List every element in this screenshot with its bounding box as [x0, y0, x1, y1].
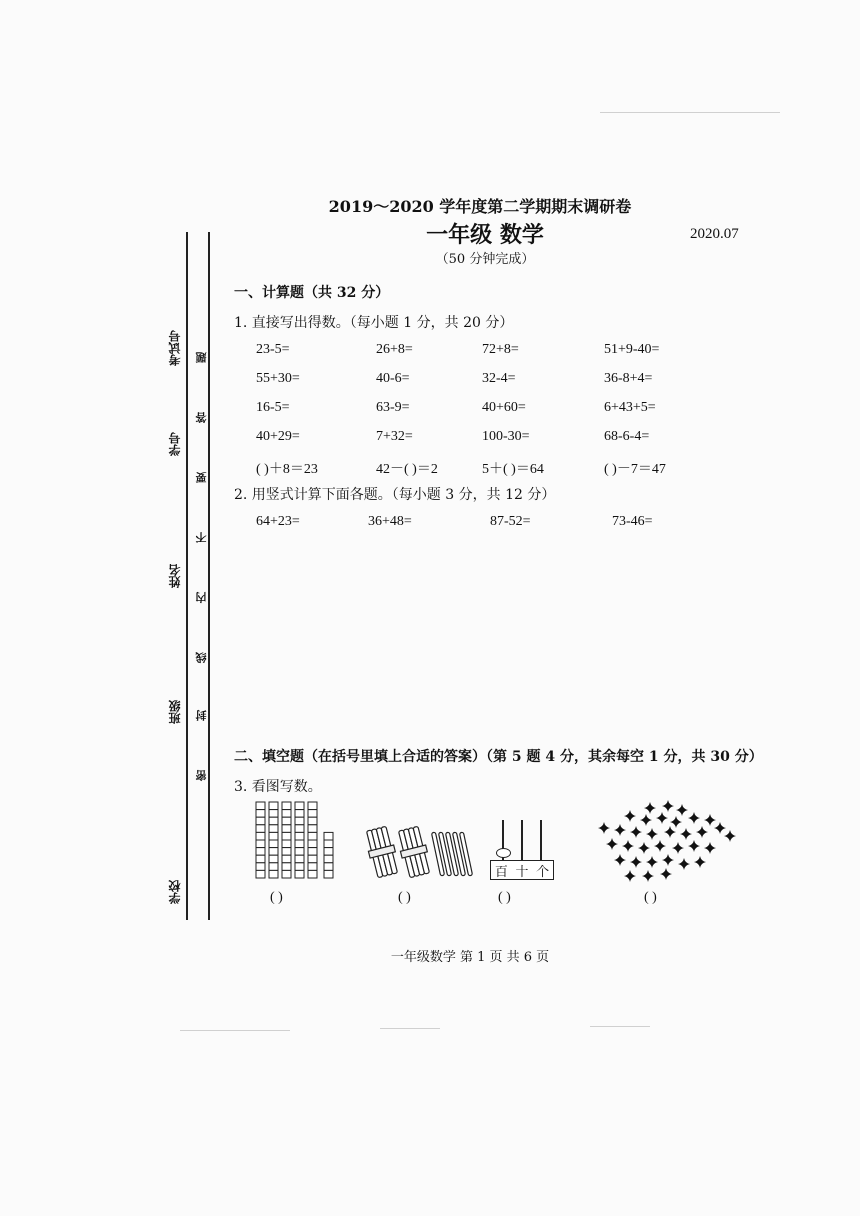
label-class: 班级 — [168, 700, 182, 724]
block-unit — [308, 855, 317, 863]
label-exam-number: 考试号 — [168, 330, 182, 366]
star-icon — [670, 816, 682, 828]
block-unit — [308, 832, 317, 840]
label-student-number: 学号 — [168, 432, 182, 456]
block-unit — [282, 817, 291, 825]
block-unit — [256, 848, 265, 856]
seal-char: 要 — [195, 472, 208, 483]
q1-item: 6+43+5= — [604, 400, 656, 415]
q2-item: 87-52= — [490, 514, 531, 529]
block-unit — [256, 810, 265, 818]
star-icon — [624, 870, 636, 882]
q1-item: 68-6-4= — [604, 429, 650, 444]
star-icon — [624, 810, 636, 822]
abacus-label-ones: 个 — [536, 864, 550, 880]
block-unit — [308, 802, 317, 810]
block-unit — [295, 825, 304, 833]
seal-char: 题 — [195, 352, 208, 363]
subject-title: 一年级 数学 — [426, 222, 544, 248]
star-icon — [662, 854, 674, 866]
scan-mark — [600, 112, 780, 113]
star-icon — [656, 812, 668, 824]
stick-bundle — [364, 826, 401, 879]
abacus-label-hundreds: 百 — [494, 864, 508, 880]
block-unit — [269, 840, 278, 848]
block-unit — [256, 832, 265, 840]
block-unit — [308, 870, 317, 878]
block-unit — [256, 817, 265, 825]
q1-prompt: 1. 直接写出得数。（每小题 1 分，共 20 分） — [234, 315, 514, 331]
block-unit — [269, 863, 278, 871]
star-icon — [630, 826, 642, 838]
block-unit — [269, 832, 278, 840]
block-unit — [324, 863, 333, 871]
q1-item: 63-9= — [376, 400, 410, 415]
star-icon — [622, 840, 634, 852]
q1-item: 16-5= — [256, 400, 290, 415]
block-unit — [269, 825, 278, 833]
block-unit — [295, 848, 304, 856]
answer-blank[interactable]: ( ) — [498, 890, 511, 905]
q1-item: ( )－7＝47 — [604, 462, 666, 477]
block-unit — [282, 832, 291, 840]
single-sticks — [431, 832, 472, 876]
abacus-bead — [496, 848, 511, 858]
block-unit — [256, 855, 265, 863]
block-unit — [295, 802, 304, 810]
answer-blank[interactable]: ( ) — [398, 890, 411, 905]
block-unit — [295, 855, 304, 863]
block-unit — [324, 855, 333, 863]
block-unit — [324, 848, 333, 856]
block-unit — [282, 848, 291, 856]
label-name: 姓名 — [168, 564, 182, 588]
block-unit — [256, 870, 265, 878]
q1-item: 40+60= — [482, 400, 526, 415]
q1-item: 36-8+4= — [604, 371, 653, 386]
label-school: 学校 — [168, 880, 182, 904]
block-unit — [324, 840, 333, 848]
abacus-base — [490, 860, 554, 880]
abacus-label-tens: 十 — [515, 864, 529, 880]
star-icon — [662, 800, 674, 812]
stars-figure — [590, 800, 740, 882]
q2-prompt: 2. 用竖式计算下面各题。（每小题 3 分，共 12 分） — [234, 487, 556, 503]
seal-char: 不 — [195, 532, 208, 543]
q1-item: 23-5= — [256, 342, 290, 357]
exam-title: 2019～2020 学年度第二学期期末调研卷 — [328, 197, 632, 216]
q1-item: 55+30= — [256, 371, 300, 386]
star-icon — [642, 870, 654, 882]
block-unit — [295, 870, 304, 878]
block-unit — [282, 810, 291, 818]
abacus-rod — [540, 820, 542, 860]
seal-char: 密 — [195, 770, 208, 781]
block-unit — [282, 855, 291, 863]
star-icon — [614, 824, 626, 836]
blocks-figure — [254, 800, 338, 882]
star-icon — [638, 842, 650, 854]
q1-item: 7+32= — [376, 429, 413, 444]
q3-prompt: 3. 看图写数。 — [234, 779, 322, 795]
star-icon — [630, 856, 642, 868]
star-icon — [680, 828, 692, 840]
block-unit — [269, 817, 278, 825]
answer-blank[interactable]: ( ) — [270, 890, 283, 905]
stick-bundle — [396, 826, 433, 879]
block-unit — [256, 863, 265, 871]
seal-char: 内 — [195, 592, 208, 603]
star-icon — [678, 858, 690, 870]
block-unit — [282, 870, 291, 878]
block-unit — [308, 817, 317, 825]
block-unit — [282, 825, 291, 833]
block-unit — [308, 840, 317, 848]
q1-item: 26+8= — [376, 342, 413, 357]
block-unit — [308, 863, 317, 871]
q2-item: 36+48= — [368, 514, 412, 529]
star-icon — [646, 828, 658, 840]
star-icon — [654, 840, 666, 852]
star-icon — [696, 826, 708, 838]
star-icon — [646, 856, 658, 868]
star-icon — [644, 802, 656, 814]
block-unit — [324, 832, 333, 840]
block-unit — [308, 825, 317, 833]
q1-item: 72+8= — [482, 342, 519, 357]
star-icon — [598, 822, 610, 834]
seal-char: 答 — [195, 412, 208, 423]
q1-item: 5＋( )＝64 — [482, 462, 544, 477]
q1-item: 40+29= — [256, 429, 300, 444]
block-unit — [324, 870, 333, 878]
block-unit — [269, 848, 278, 856]
q1-item: 40-6= — [376, 371, 410, 386]
block-unit — [295, 840, 304, 848]
page-footer: 一年级数学 第 1 页 共 6 页 — [390, 950, 550, 965]
seal-char: 线 — [195, 652, 208, 663]
binding-seal-line — [208, 232, 210, 920]
star-icon — [660, 868, 672, 880]
star-icon — [704, 814, 716, 826]
seal-char: 封 — [195, 710, 208, 721]
answer-blank[interactable]: ( ) — [644, 890, 657, 905]
block-unit — [282, 802, 291, 810]
star-icon — [672, 842, 684, 854]
block-unit — [269, 855, 278, 863]
scan-mark — [380, 1028, 440, 1029]
block-unit — [256, 840, 265, 848]
block-unit — [256, 802, 265, 810]
exam-duration: （50 分钟完成） — [435, 252, 535, 267]
star-icon — [688, 840, 700, 852]
block-unit — [308, 810, 317, 818]
block-unit — [256, 825, 265, 833]
star-icon — [614, 854, 626, 866]
block-unit — [295, 863, 304, 871]
q1-item: 51+9-40= — [604, 342, 660, 357]
star-icon — [664, 826, 676, 838]
star-icon — [714, 822, 726, 834]
stick-bundles-figure — [360, 822, 480, 884]
block-unit — [269, 870, 278, 878]
section2-title: 二、填空题（在括号里填上合适的答案）（第 5 题 4 分，其余每空 1 分，共 30 分） — [234, 749, 763, 765]
scan-mark — [590, 1026, 650, 1027]
star-icon — [606, 838, 618, 850]
block-unit — [295, 832, 304, 840]
block-unit — [282, 840, 291, 848]
block-unit — [295, 817, 304, 825]
abacus-rod — [521, 820, 523, 860]
block-unit — [295, 810, 304, 818]
block-unit — [269, 810, 278, 818]
star-icon — [676, 804, 688, 816]
block-unit — [269, 802, 278, 810]
q2-item: 64+23= — [256, 514, 300, 529]
star-icon — [640, 814, 652, 826]
star-icon — [724, 830, 736, 842]
scan-mark — [180, 1030, 290, 1031]
block-unit — [282, 863, 291, 871]
q1-item: 32-4= — [482, 371, 516, 386]
star-icon — [704, 842, 716, 854]
abacus-figure — [490, 818, 554, 880]
q1-item: ( )＋8＝23 — [256, 462, 318, 477]
q1-item: 42－( )＝2 — [376, 462, 438, 477]
section1-title: 一、计算题（共 32 分） — [234, 285, 390, 301]
star-icon — [694, 856, 706, 868]
q2-item: 73-46= — [612, 514, 653, 529]
star-icon — [688, 812, 700, 824]
block-unit — [308, 848, 317, 856]
binding-fill-line — [186, 232, 188, 920]
q1-item: 100-30= — [482, 429, 530, 444]
exam-date: 2020.07 — [690, 226, 739, 242]
